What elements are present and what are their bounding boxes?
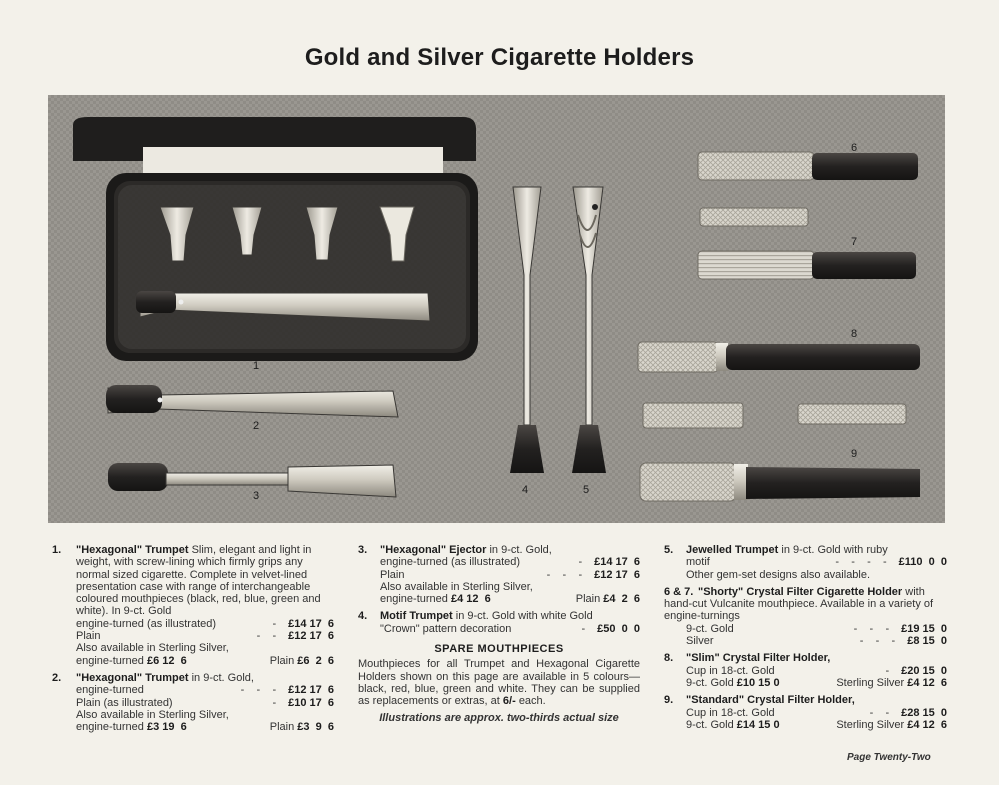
spare-sleeve-3 <box>798 404 906 424</box>
price-value: £12 17 6 <box>594 568 640 581</box>
item-heading: "Standard" Crystal Filter Holder, <box>686 694 855 707</box>
leader-dash: - - - <box>240 684 277 697</box>
price-value: £6 12 6 <box>146 654 187 667</box>
price-label: engine-turned <box>76 721 144 734</box>
price-label: Plain <box>269 721 295 734</box>
spare-price: 6/- <box>502 695 516 708</box>
item-4 <box>358 610 640 635</box>
price-row <box>380 623 640 635</box>
item-heading: "Shorty" Crystal Filter Cigarette Holder <box>698 585 903 598</box>
price-label: Plain <box>380 568 405 581</box>
price-value: £4 2 6 <box>603 593 640 606</box>
leader-dash: - - <box>256 630 277 643</box>
leader-dash: - <box>272 617 277 630</box>
price-value: £110 0 0 <box>898 556 947 569</box>
price-value: £3 9 6 <box>297 721 334 734</box>
spare-mouthpieces-heading: SPARE MOUTHPIECES <box>434 643 564 656</box>
also-available-note: Other gem-set designs also available. <box>686 568 871 581</box>
price-value: £28 15 0 <box>901 706 947 719</box>
item-heading: "Hexagonal" Trumpet <box>76 671 189 684</box>
presentation-case <box>73 117 478 361</box>
spare-sleeve-2 <box>643 403 743 428</box>
price-value: £19 15 0 <box>901 622 947 635</box>
item-number: 5. <box>664 544 674 556</box>
text-column-2 <box>358 544 640 724</box>
figure-label-8: 8 <box>851 328 858 340</box>
price-label: engine-turned (as illustrated) <box>76 617 217 630</box>
also-available-note: Also available in Sterling Silver, <box>76 708 229 721</box>
holder-7 <box>698 251 916 279</box>
leader-dash: - <box>581 622 586 635</box>
price-value: £6 2 6 <box>297 654 334 667</box>
item-description: Slim, elegant and light in weight, with screw-lining which firmly grips any normal sized cigarette. Complete in velvet-lined presentation case with range of interchangeable coloured mouthpieces (black, red, blue, green and white). In 9-ct. Gold <box>76 544 321 618</box>
price-label: Plain <box>269 654 295 667</box>
item-heading-tail: with hand-cut Vulcanite mouthpiece. Available in a variety of engine-turnings <box>664 585 934 623</box>
leader-dash: - - - <box>853 622 890 635</box>
item-heading-tail: in 9-ct. Gold with ruby <box>781 544 888 556</box>
price-row <box>76 697 334 709</box>
item-heading: "Slim" Crystal Filter Holder, <box>686 652 831 665</box>
spare-text: Mouthpieces for all Trumpet and Hexagonal Cigarette Holders shown on this page are available in 5 colours—black, red, blue, green and white. They can be supplied as replacements or extras, at <box>358 658 640 708</box>
price-label: Cup in 18-ct. Gold <box>686 664 775 677</box>
figure-label-9: 9 <box>851 448 858 460</box>
leader-dash: - - <box>869 706 890 719</box>
price-value: £10 15 0 <box>736 676 780 689</box>
silver-price-row <box>76 721 334 733</box>
holder-9 <box>640 463 920 501</box>
item-heading-tail: in 9-ct. Gold, <box>489 544 552 556</box>
price-value: £4 12 6 <box>907 718 947 731</box>
price-label: engine-turned <box>76 684 144 697</box>
item-number: 1. <box>52 544 62 556</box>
leader-dash: - <box>578 556 583 569</box>
price-label: 9-ct. Gold <box>686 676 734 689</box>
also-available-note: Also available in Sterling Silver, <box>76 642 229 655</box>
figure-label-6: 6 <box>851 142 858 154</box>
price-value: £14 17 6 <box>594 556 640 569</box>
price-value: £12 17 6 <box>288 684 334 697</box>
price-label: Silver <box>686 635 714 648</box>
price-row <box>686 665 947 677</box>
price-row <box>686 556 947 568</box>
item-heading-tail: in 9-ct. Gold, <box>191 671 254 684</box>
gold-silver-row <box>686 677 947 689</box>
item-3 <box>358 544 640 605</box>
price-row <box>76 618 334 630</box>
price-value: £3 19 6 <box>146 721 187 734</box>
price-label: Sterling Silver <box>836 676 905 689</box>
item-heading: "Hexagonal" Ejector <box>380 544 487 556</box>
price-row <box>686 623 947 635</box>
figure-label-3: 3 <box>253 490 260 502</box>
footnote: Illustrations are approx. two-thirds actual size <box>379 711 619 724</box>
item-9 <box>664 694 947 731</box>
gold-silver-row <box>686 719 947 731</box>
price-value: £4 12 6 <box>450 593 491 606</box>
price-value: £50 0 0 <box>597 622 640 635</box>
price-value: £4 12 6 <box>907 676 947 689</box>
price-value: £14 15 0 <box>736 718 780 731</box>
price-label: engine-turned <box>380 593 448 606</box>
price-label: Sterling Silver <box>836 718 905 731</box>
item-heading-tail: in 9-ct. Gold with white Gold <box>455 610 593 623</box>
item-heading: Jewelled Trumpet <box>686 544 779 556</box>
price-label: "Crown" pattern decoration <box>380 622 512 635</box>
item-number: 8. <box>664 652 674 665</box>
price-label: Plain <box>76 630 101 643</box>
spare-sleeve <box>700 208 808 226</box>
price-value: £10 17 6 <box>288 696 334 709</box>
silver-price-row <box>380 593 640 605</box>
figure-label-5: 5 <box>583 484 590 496</box>
leader-dash: - - - <box>546 568 583 581</box>
price-label: 9-ct. Gold <box>686 622 734 635</box>
leader-dash: - - - <box>859 635 896 648</box>
item-number: 4. <box>358 610 368 623</box>
item-5 <box>664 544 947 581</box>
product-photograph <box>48 95 945 523</box>
silver-price-row <box>76 655 334 667</box>
item-number: 6 & 7. <box>664 585 694 598</box>
price-row <box>686 635 947 647</box>
price-value: £12 17 6 <box>288 630 334 643</box>
item-number: 2. <box>52 671 62 684</box>
price-row <box>380 556 640 568</box>
leader-dash: - <box>272 696 277 709</box>
price-value: £14 17 6 <box>288 617 334 630</box>
price-row <box>686 707 947 719</box>
holder-8 <box>638 342 920 372</box>
also-available-note: Also available in Sterling Silver, <box>380 580 533 593</box>
item-1 <box>52 544 334 667</box>
price-label: Cup in 18-ct. Gold <box>686 706 775 719</box>
item-number: 3. <box>358 544 368 556</box>
price-row <box>76 684 334 696</box>
price-label: engine-turned (as illustrated) <box>380 556 521 569</box>
figure-label-1: 1 <box>253 360 260 372</box>
item-number: 9. <box>664 694 674 707</box>
spare-mouthpieces-text <box>358 658 640 707</box>
price-value: £20 15 0 <box>901 664 947 677</box>
item-heading: Motif Trumpet <box>380 610 453 623</box>
figure-label-7: 7 <box>851 236 858 248</box>
figure-label-4: 4 <box>522 484 529 496</box>
price-row <box>76 630 334 642</box>
page-number: Page Twenty-Two <box>847 752 931 763</box>
price-value: £8 15 0 <box>907 635 947 648</box>
item-heading: "Hexagonal" Trumpet <box>76 544 189 556</box>
figure-label-2: 2 <box>253 420 260 432</box>
price-label: 9-ct. Gold <box>686 718 734 731</box>
item-2 <box>52 672 334 733</box>
text-column-1 <box>52 544 334 738</box>
page-title: Gold and Silver Cigarette Holders <box>304 44 695 71</box>
item-6-7 <box>664 586 947 647</box>
leader-dash: - <box>885 664 890 677</box>
item-8 <box>664 652 947 689</box>
price-label: motif <box>686 556 710 569</box>
price-row <box>380 569 640 581</box>
price-label: Plain (as illustrated) <box>76 696 173 709</box>
price-label: Plain <box>575 593 601 606</box>
price-label: engine-turned <box>76 654 144 667</box>
leader-dash: - - - - <box>835 556 887 569</box>
text-column-3 <box>664 544 947 736</box>
spare-text-end: each. <box>518 695 546 708</box>
holder-6 <box>698 152 918 180</box>
